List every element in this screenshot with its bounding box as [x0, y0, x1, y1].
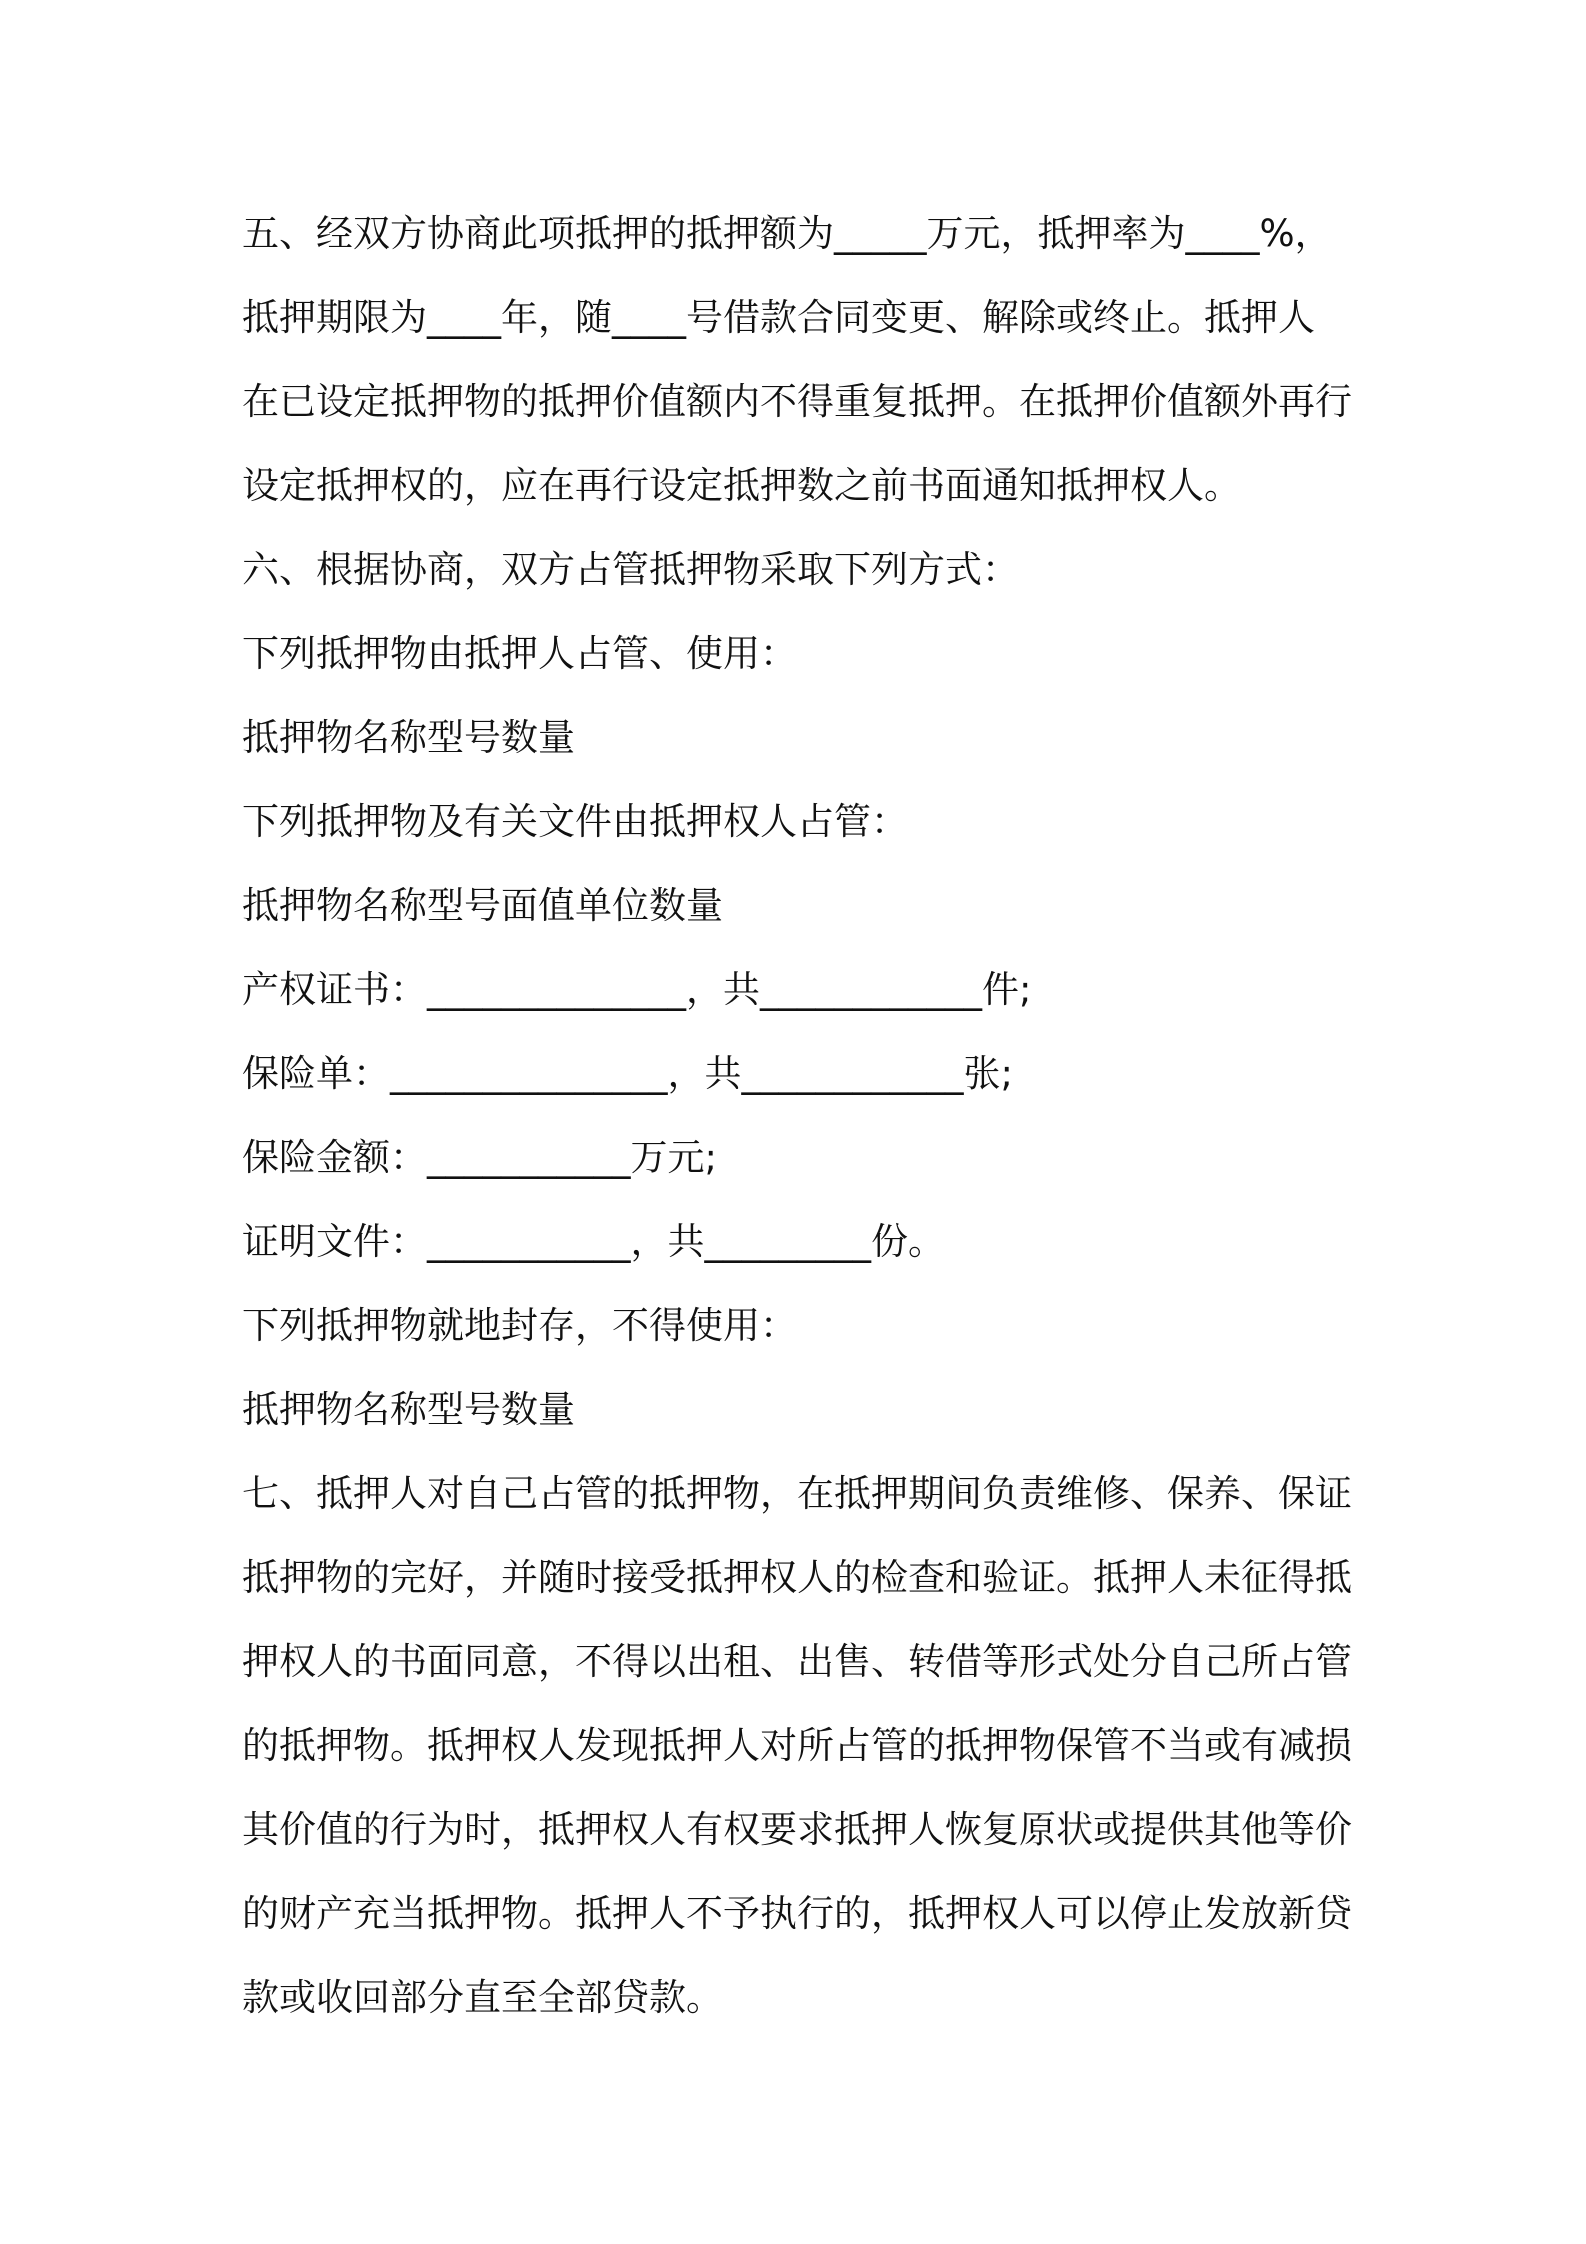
text-line: 五、经双方协商此项抵押的抵押额为_____万元，抵押率为____%，: [242, 212, 1332, 255]
contract-text: [242, 192, 1362, 2040]
text-line: 在已设定抵押物的抵押价值额内不得重复抵押。在抵押价值额外再行: [242, 380, 1352, 423]
text-line: 的财产充当抵押物。抵押人不予执行的，抵押权人可以停止发放新贷: [242, 1892, 1352, 1935]
text-line: 设定抵押权的，应在再行设定抵押数之前书面通知抵押权人。: [242, 464, 1241, 507]
text-line: 押权人的书面同意，不得以出租、出售、转借等形式处分自己所占管: [242, 1640, 1352, 1683]
text-line: 下列抵押物就地封存，不得使用：: [242, 1304, 797, 1347]
text-line: 产权证书：______________，共____________件;: [242, 968, 1032, 1011]
text-line: 六、根据协商，双方占管抵押物采取下列方式：: [242, 548, 1019, 591]
text-line: 下列抵押物由抵押人占管、使用：: [242, 632, 797, 675]
text-line: 其价值的行为时，抵押权人有权要求抵押人恢复原状或提供其他等价: [242, 1808, 1352, 1851]
text-line: 保险单：_______________，共____________张;: [242, 1052, 1013, 1095]
text-line: 抵押物名称型号面值单位数量: [242, 884, 723, 927]
text-line: 抵押物名称型号数量: [242, 1388, 575, 1431]
text-line: 抵押物的完好，并随时接受抵押权人的检查和验证。抵押人未征得抵: [242, 1556, 1352, 1599]
text-line: 证明文件：___________，共_________份。: [242, 1220, 945, 1263]
text-line: 抵押期限为____年，随____号借款合同变更、解除或终止。抵押人: [242, 296, 1315, 339]
text-line: 下列抵押物及有关文件由抵押权人占管：: [242, 800, 908, 843]
text-line: 保险金额：___________万元;: [242, 1136, 717, 1179]
text-line: 的抵押物。抵押权人发现抵押人对所占管的抵押物保管不当或有减损: [242, 1724, 1352, 1767]
text-line: 抵押物名称型号数量: [242, 716, 575, 759]
text-line: 款或收回部分直至全部贷款。: [242, 1976, 723, 2019]
text-line: 七、抵押人对自己占管的抵押物，在抵押期间负责维修、保养、保证: [242, 1472, 1352, 1515]
